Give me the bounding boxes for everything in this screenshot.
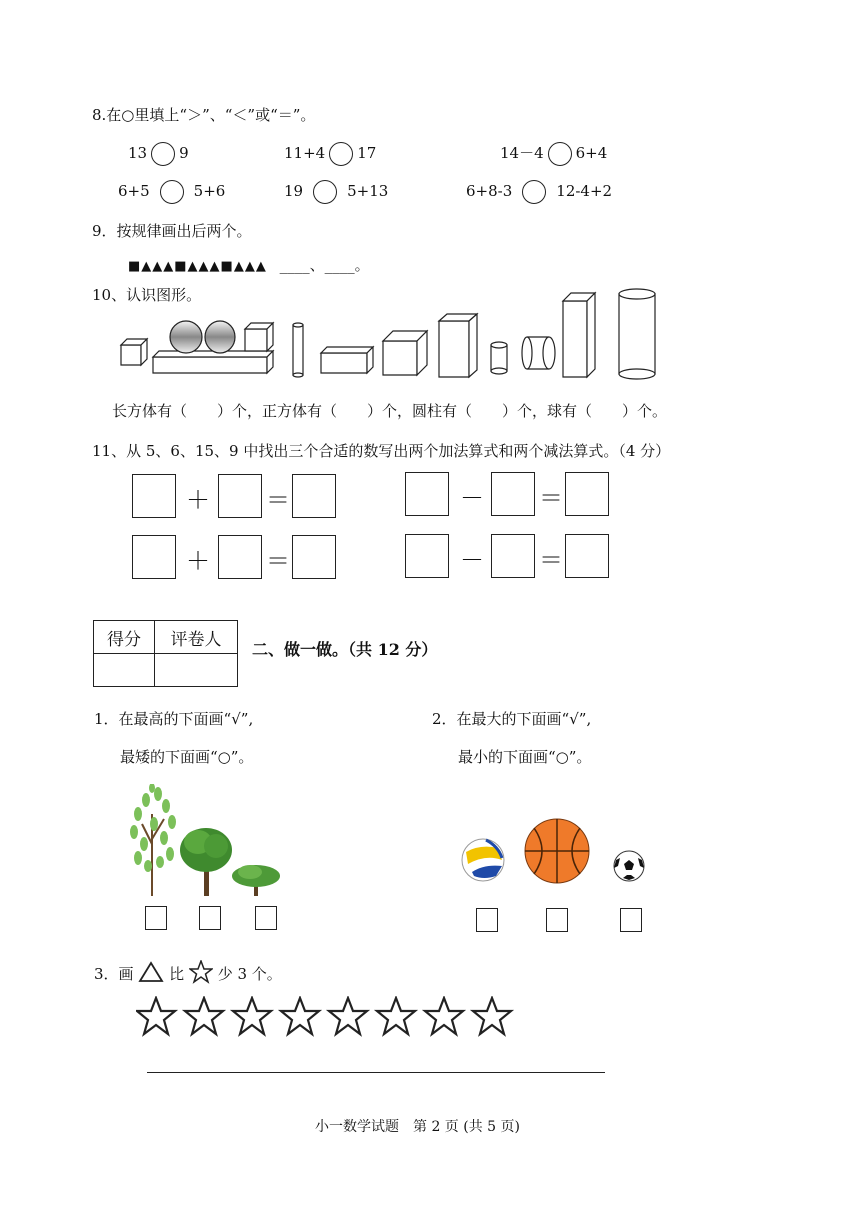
equals-sign: ＝ xyxy=(266,547,290,575)
answer-circle[interactable] xyxy=(160,180,184,204)
answer-box[interactable] xyxy=(565,472,609,516)
star-icon xyxy=(189,960,213,984)
p2-line2: 最小的下面画“○”。 xyxy=(458,748,592,766)
p2-line1: 2．在最大的下面画“√”, xyxy=(432,710,592,728)
answer-box[interactable] xyxy=(292,474,336,518)
answer-box[interactable] xyxy=(145,906,167,930)
q9-title: 9．按规律画出后两个。 xyxy=(92,222,252,240)
answer-box[interactable] xyxy=(218,535,262,579)
minus-sign: － xyxy=(460,546,484,574)
equals-sign: ＝ xyxy=(539,546,563,574)
equals-sign: ＝ xyxy=(266,486,290,514)
q9-pattern: ■▲▲▲■▲▲▲■▲▲▲ ____、____。 xyxy=(128,256,370,274)
score-cell[interactable] xyxy=(94,654,155,687)
answer-box[interactable] xyxy=(132,535,176,579)
answer-circle[interactable] xyxy=(548,142,572,166)
trees-image xyxy=(124,784,284,898)
answer-box[interactable] xyxy=(292,535,336,579)
answer-circle[interactable] xyxy=(151,142,175,166)
answer-circle[interactable] xyxy=(522,180,546,204)
q10-title: 10、认识图形。 xyxy=(92,286,202,304)
q11-title: 11、从 5、6、15、9 中找出三个合适的数写出两个加法算式和两个减法算式。（4 分） xyxy=(92,442,671,460)
answer-circle[interactable] xyxy=(329,142,353,166)
p3-question: 3．画 比 少 3 个。 xyxy=(94,960,282,984)
q8-item-3: 14－4 6+4 xyxy=(500,142,607,166)
balls-image xyxy=(458,814,652,886)
p1-line2: 最矮的下面画“○”。 xyxy=(120,748,254,766)
plus-sign: ＋ xyxy=(186,547,210,575)
answer-box[interactable] xyxy=(405,534,449,578)
score-header: 得分 xyxy=(94,621,155,654)
answer-box[interactable] xyxy=(491,472,535,516)
q8-item-6: 6+8-3 12-4+2 xyxy=(466,180,612,204)
answer-circle[interactable] xyxy=(313,180,337,204)
answer-box[interactable] xyxy=(565,534,609,578)
answer-box[interactable] xyxy=(218,474,262,518)
q8-item-1: 13 9 xyxy=(128,142,189,166)
q8-item-2: 11+4 17 xyxy=(284,142,376,166)
grader-cell[interactable] xyxy=(155,654,238,687)
answer-line[interactable] xyxy=(147,1072,605,1073)
plus-sign: ＋ xyxy=(186,486,210,514)
q8-item-4: 6+5 5+6 xyxy=(118,180,225,204)
page-footer: 小一数学试题 第 2 页 (共 5 页) xyxy=(315,1119,520,1135)
equals-sign: ＝ xyxy=(539,484,563,512)
q10-answer[interactable]: 长方体有（ ）个，正方体有（ ）个，圆柱有（ ）个，球有（ ）个。 xyxy=(112,402,668,420)
answer-box[interactable] xyxy=(199,906,221,930)
answer-box[interactable] xyxy=(546,908,568,932)
minus-sign: － xyxy=(460,484,484,512)
p1-line1: 1．在最高的下面画“√”, xyxy=(94,710,254,728)
q8-title: 8.在○里填上“＞”、“＜”或“＝”。 xyxy=(92,106,316,124)
score-table xyxy=(93,620,238,687)
grader-header: 评卷人 xyxy=(155,621,238,654)
answer-box[interactable] xyxy=(132,474,176,518)
answer-box[interactable] xyxy=(255,906,277,930)
answer-box[interactable] xyxy=(491,534,535,578)
q8-item-5: 19 5+13 xyxy=(284,180,388,204)
answer-box[interactable] xyxy=(405,472,449,516)
solid-shapes-figure xyxy=(115,285,665,380)
answer-box[interactable] xyxy=(476,908,498,932)
section-2-title: 二、做一做。（共 12 分） xyxy=(252,640,438,659)
triangle-icon xyxy=(138,961,164,983)
stars-row xyxy=(136,996,522,1040)
answer-box[interactable] xyxy=(620,908,642,932)
